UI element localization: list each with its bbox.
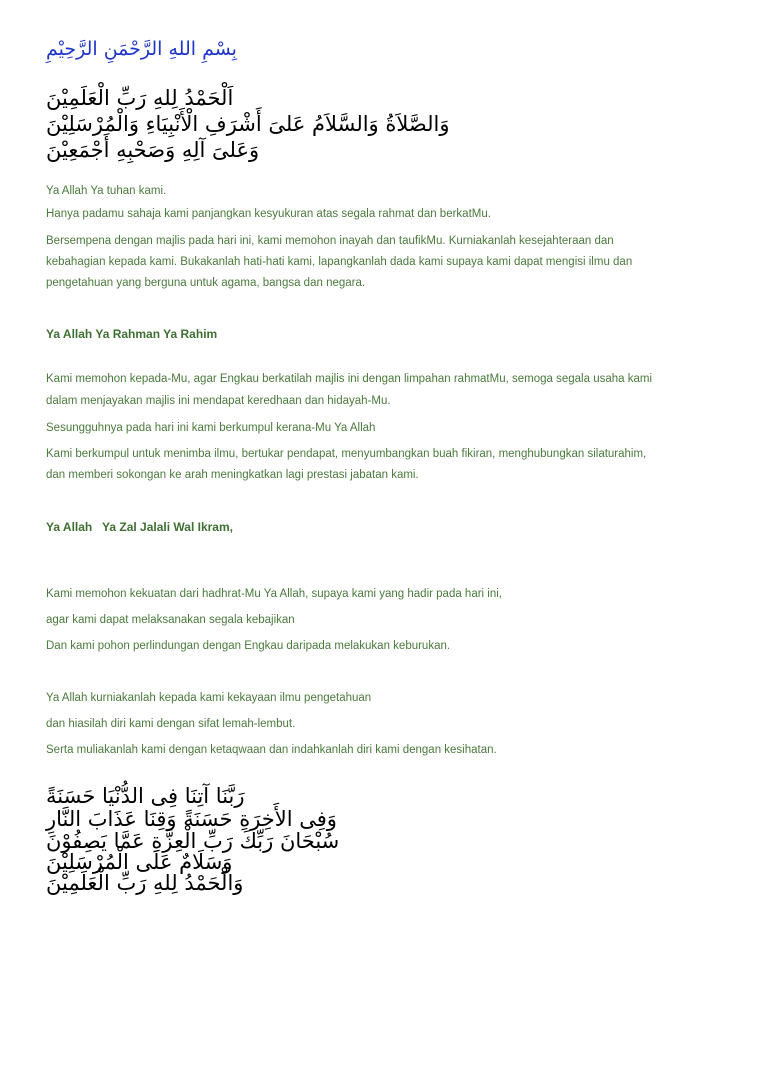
paragraph-line: dan memberi sokongan ke arah meningkatkan lagi prestasi jabatan kami. xyxy=(46,469,419,481)
paragraph-line: Sesungguhnya pada hari ini kami berkumpul kerana-Mu Ya Allah xyxy=(46,422,376,434)
paragraph-line: Ya Allah kurniakanlah kepada kami kekayaan ilmu pengetahuan xyxy=(46,692,372,704)
closing-arabic-line: سُبْحَانَ رَبِّكَ رَبِّ الْعِزَّةِ عَمَّا يَصِفُوْنَ xyxy=(46,829,340,853)
paragraph-line: kebahagian kepada kami. Bukakanlah hati-hati kami, lapangkanlah dada kami supaya kami dapat mengisi ilmu dan xyxy=(46,256,633,268)
closing-arabic-line: وَفِى الأَخِرَةِ حَسَنَةً وَقِنَا عَذَابَ النَّارِ xyxy=(46,807,337,831)
paragraph-line: Kami memohon kepada-Mu, agar Engkau berkatilah majlis ini dengan limpahan rahmatMu, semoga segala usaha kami xyxy=(46,373,652,385)
closing-arabic-line: وَالْحَمْدُ لِلهِ رَبِّ الْعَلَمِيْنَ xyxy=(46,871,244,895)
opening-arabic-line: وَالصَّلاَةُ وَالسَّلاَمُ عَلىَ أَشْرَفِ الْأَنْبِيَاءِ وَالْمُرْسَلِيْنَ xyxy=(46,112,450,136)
opening-arabic-line: اَلْحَمْدُ لِلهِ رَبِّ الْعَلَمِيْنَ xyxy=(46,86,234,110)
paragraph-line: agar kami dapat melaksanakan segala kebajikan xyxy=(46,614,295,626)
paragraph-line: Dan kami pohon perlindungan dengan Engkau daripada melakukan keburukan. xyxy=(46,640,451,652)
closing-arabic-line: وَسَلَامٌ عَلَى الْمُرْسَلِيْنَ xyxy=(46,850,233,874)
paragraph-line: pengetahuan yang berguna untuk agama, bangsa dan negara. xyxy=(46,277,366,289)
paragraph-line: Kami berkumpul untuk menimba ilmu, bertukar pendapat, menyumbangkan buah fikiran, menghubungkan silaturahim, xyxy=(46,448,647,460)
paragraph-line: Bersempena dengan majlis pada hari ini, kami memohon inayah dan taufikMu. Kurniakanlah kesejahteraan dan xyxy=(46,235,614,247)
paragraph-line: dalam menjayakan majlis ini mendapat keredhaan dan hidayah-Mu. xyxy=(46,395,391,407)
section-heading: Ya Allah Ya Zal Jalali Wal Ikram, xyxy=(46,520,233,534)
paragraph-line: Serta muliakanlah kami dengan ketaqwaan dan indahkanlah diri kami dengan kesihatan. xyxy=(46,744,497,756)
paragraph-line: dan hiasilah diri kami dengan sifat lemah-lembut. xyxy=(46,718,296,730)
section-heading: Ya Allah Ya Rahman Ya Rahim xyxy=(46,327,218,341)
paragraph-line: Ya Allah Ya tuhan kami. xyxy=(46,185,167,197)
opening-arabic-line: وَعَلىَ آلِهِ وَصَحْبِهِ أَجْمَعِيْنَ xyxy=(46,138,260,162)
basmala: بِسْمِ اللهِ الرَّحْمَنِ الرَّحِيْمِ xyxy=(46,38,237,60)
closing-arabic-line: رَبَّنَا آتِنَا فِى الدُّنْيَا حَسَنَةً xyxy=(46,784,245,808)
paragraph-line: Hanya padamu sahaja kami panjangkan kesyukuran atas segala rahmat dan berkatMu. xyxy=(46,208,491,220)
paragraph-line: Kami memohon kekuatan dari hadhrat-Mu Ya Allah, supaya kami yang hadir pada hari ini, xyxy=(46,588,503,600)
